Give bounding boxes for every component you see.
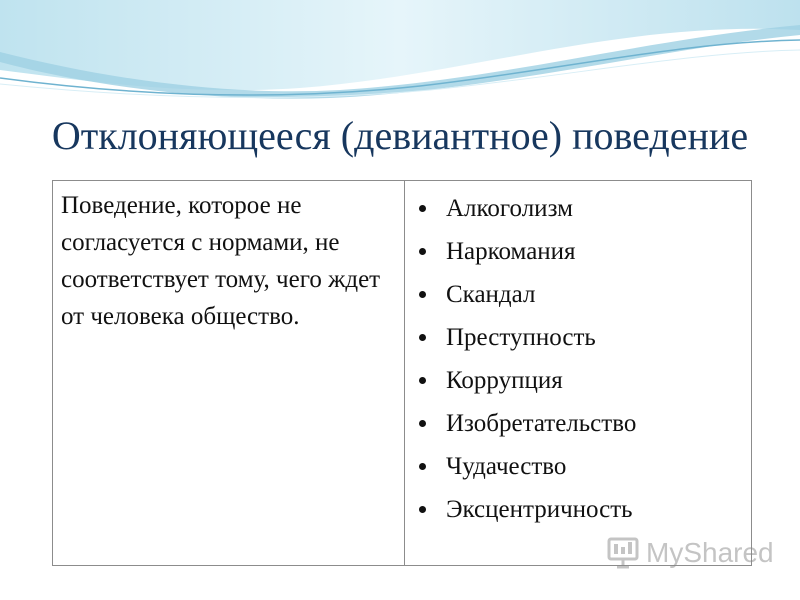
list-item: Скандал	[411, 273, 751, 316]
bullet-icon	[419, 506, 426, 513]
list-item: Эксцентричность	[411, 488, 751, 531]
list-item: Преступность	[411, 316, 751, 359]
bullet-icon	[419, 248, 426, 255]
presentation-board-icon	[606, 536, 640, 570]
slide-title: Отклоняющееся (девиантное) поведение	[51, 113, 749, 158]
list-item: Чудачество	[411, 445, 751, 488]
watermark	[606, 536, 774, 570]
definition-text: Поведение, которое не согласуется с нормами, не соответствует тому, чего ждет от человека общество.	[61, 192, 381, 330]
list-item: Изобретательство	[411, 402, 751, 445]
bullet-icon	[419, 377, 426, 384]
list-item: Алкоголизм	[411, 187, 751, 230]
list-item: Наркомания	[411, 230, 751, 273]
header-wave-decoration	[0, 0, 800, 100]
bullet-icon	[419, 463, 426, 470]
examples-list	[411, 187, 751, 531]
definition-cell	[53, 181, 405, 565]
bullet-icon	[419, 205, 426, 212]
content-table	[52, 180, 752, 566]
examples-cell	[405, 181, 751, 565]
bullet-icon	[419, 420, 426, 427]
bullet-icon	[419, 334, 426, 341]
watermark-text: MyShared	[646, 537, 774, 568]
bullet-icon	[419, 291, 426, 298]
list-item: Коррупция	[411, 359, 751, 402]
